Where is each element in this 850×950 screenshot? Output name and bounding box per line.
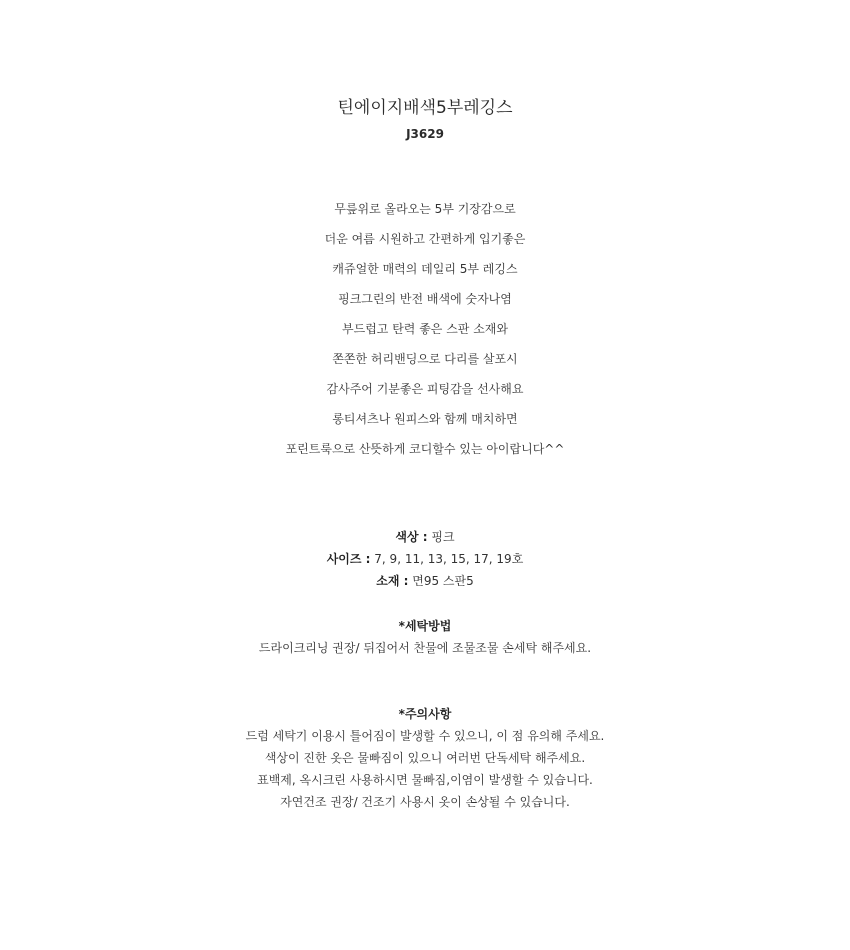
product-title: 틴에이지배색5부레깅스 [337,98,513,118]
caution-heading: *주의사항 [398,707,452,721]
spec-material [0,571,850,593]
wash-text: 드라이크리닝 권장/ 뒤집어서 찬물에 조물조물 손세탁 해주세요. [258,641,592,655]
wash-instructions [0,616,850,660]
caution-notes [0,704,850,814]
description-line: 무릎위로 올라오는 5부 기장감으로 [334,202,516,216]
spec-size [0,549,850,571]
caution-line: 자연건조 권장/ 건조기 사용시 옷이 손상될 수 있습니다. [280,795,570,809]
caution-line: 드럼 세탁기 이용시 틀어짐이 발생할 수 있으니, 이 점 유의해 주세요. [245,729,605,743]
wash-heading: *세탁방법 [398,619,452,633]
caution-line: 표백제, 옥시크린 사용하시면 물빠짐,이염이 발생할 수 있습니다. [257,773,593,787]
description-line: 포린트룩으로 산뜻하게 코디할수 있는 아이랍니다^^ [285,442,565,456]
spec-size-label: 사이즈 : [326,552,371,566]
description-line: 부드럽고 탄력 좋은 스판 소재와 [342,322,508,336]
product-specs [0,527,850,593]
spec-material-value: 면95 스판5 [412,574,474,588]
spec-color-label: 색상 : [395,530,428,544]
description-line: 핑크그린의 반전 배색에 숫자나염 [338,292,512,306]
description-line: 롱티셔츠나 원피스와 함께 매치하면 [332,412,518,426]
description-line: 캐쥬얼한 매력의 데일리 5부 레깅스 [332,262,518,276]
product-description [0,199,850,469]
spec-material-label: 소재 : [376,574,409,588]
spec-color-value: 핑크 [431,530,455,544]
caution-line: 색상이 진한 옷은 물빠짐이 있으니 여러번 단독세탁 해주세요. [264,751,586,765]
spec-size-value: 7, 9, 11, 13, 15, 17, 19호 [374,552,524,566]
product-code: J3629 [406,127,444,141]
description-line: 감사주어 기분좋은 피팅감을 선사해요 [326,382,524,396]
spec-color [0,527,850,549]
description-line: 쫀쫀한 허리밴딩으로 다리를 살포시 [332,352,518,366]
description-line: 더운 여름 시원하고 간편하게 입기좋은 [324,232,526,246]
